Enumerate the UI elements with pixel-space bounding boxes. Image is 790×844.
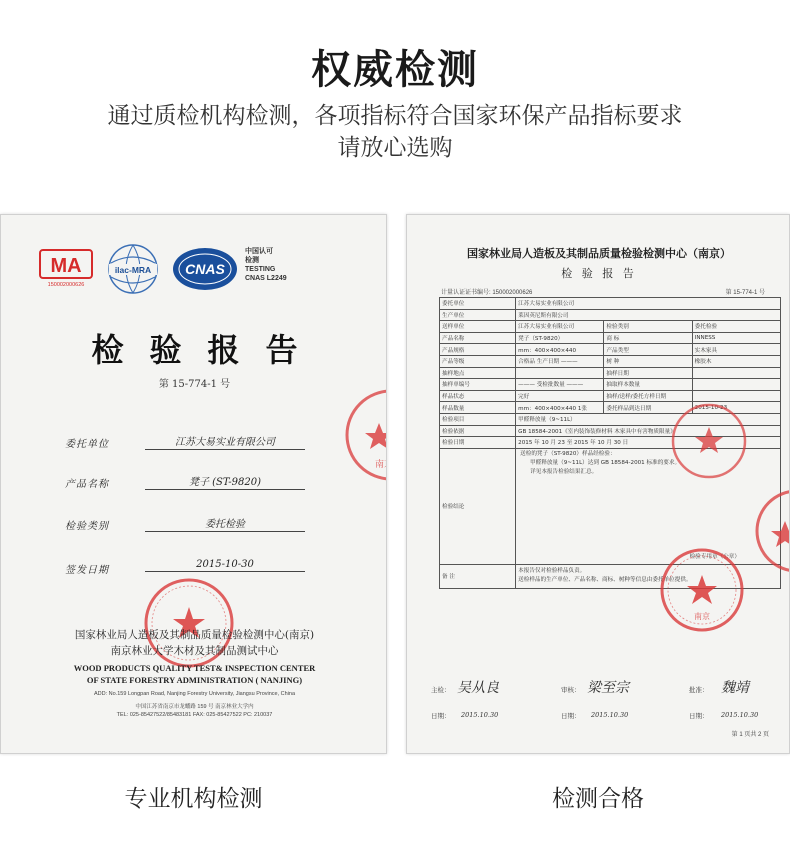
subtitle-line-2: 请放心选购 [337, 135, 453, 161]
note-label: 备 注 [440, 564, 516, 588]
cma-logo-text: MA [50, 255, 82, 277]
report-header: 国家林业局人造板及其制品质量检验检测中心（南京） [467, 247, 731, 260]
cma-logo-number: 150002000626 [47, 282, 85, 288]
table-cell-value: mm：400×400×440 [516, 344, 604, 356]
issuer-name-en-1: WOOD PRODUCTS QUALITY TEST& INSPECTION CENTER [73, 663, 316, 673]
table-row [440, 379, 781, 391]
table-cell-label: 抽样日期 [604, 367, 692, 379]
table-cell-value [692, 367, 780, 379]
table-cell-label: 检验类别 [604, 321, 692, 333]
table-cell-value: 合格品 生产日期 ——— [516, 355, 604, 367]
certificate-title: 检验报告 [91, 331, 324, 369]
table-row [440, 344, 781, 356]
date-label-1: 日期： [431, 712, 451, 720]
report-number: 第 15-774-1 号 [725, 290, 765, 296]
field-label: 检验类别 [65, 521, 109, 532]
table-row [440, 332, 781, 344]
table-row [440, 298, 781, 310]
cnas-accreditation-text [245, 247, 287, 283]
conclusion-sign: 检验专用章（公章） [689, 553, 740, 560]
table-cell-label: 检验项目 [440, 413, 516, 425]
table-cell-label: 抽样/送样/委托方样日期 [604, 390, 692, 402]
date-label-3: 日期： [689, 712, 709, 720]
conclusion-line: 详见本报告检验结果汇总。 [530, 468, 598, 475]
table-cell-label: 样品状态 [440, 390, 516, 402]
table-cell-value: ——— 受检批数量 ——— [516, 379, 604, 391]
sig-main-label: 主检： [431, 686, 451, 694]
table-cell-value [516, 367, 604, 379]
sig-review-label: 审核： [561, 686, 581, 694]
table-cell-value [692, 379, 780, 391]
sig-approve-name: 魏靖 [721, 680, 749, 696]
table-cell-label: 委托单位 [440, 298, 516, 310]
cnas-logo-icon [171, 245, 239, 293]
table-cell-label: 抽样单编号 [440, 379, 516, 391]
cma-logo-icon [39, 249, 93, 289]
caption-professional-testing: 专业机构检测 [124, 786, 263, 812]
sig-main-name: 吴从良 [457, 680, 499, 696]
table-cell-label: 产品类型 [604, 344, 692, 356]
table-row [440, 321, 781, 333]
field-label: 委托单位 [65, 439, 109, 450]
table-cell-value: 委托检验 [692, 321, 780, 333]
table-row [440, 309, 781, 321]
table-cell-value: 莱因英尼斯有限公司 [516, 309, 781, 321]
ilac-logo-text: ilac-MRA [114, 265, 152, 275]
report-cert-number: 计量认证证书编号: 150002000626 [441, 290, 533, 296]
conclusion-line: 甲醛释放量（9~11L）达到 GB 18584-2001 标准的要求。 [530, 459, 681, 466]
issuer-name-zh-1: 国家林业局人造板及其制品质量检验检测中心(南京) [74, 629, 315, 641]
sig-review-name: 梁至宗 [587, 680, 629, 696]
table-cell-label: 产品等级 [440, 355, 516, 367]
date-1: 2015.10.30 [461, 711, 499, 719]
field-value: 江苏大易实业有限公司 [145, 433, 305, 450]
issuer-address-en: ADD: No.159 Longpan Road, Nanjing Forestry University, Jiangsu Province, China [93, 691, 296, 697]
table-cell-label: 委托样品到达日期 [604, 402, 692, 414]
table-cell-label: 商 标 [604, 332, 692, 344]
field-value: 委托检验 [145, 515, 305, 532]
table-cell-label: 送样单位 [440, 321, 516, 333]
table-cell-label: 抽样地点 [440, 367, 516, 379]
issuer-name-zh-2: 南京林业大学木材及其制品测试中心 [110, 645, 279, 657]
subtitle-line-1: 通过质检机构检测，各项指标符合国家环保产品指标要求 [107, 103, 683, 129]
report-stamp-top-icon [669, 401, 749, 481]
table-cell-value: mm：400×400×440 1张 [516, 402, 604, 414]
note-line: 本报告仅对检验样品负责。 [518, 568, 586, 575]
certificate-cover-image [0, 214, 394, 754]
issuer-address-zh: 中国江苏省南京市龙蟠路 159 号 南京林业大学内 [135, 704, 254, 710]
field-value: 凳子 (ST-9820) [145, 473, 305, 490]
table-cell-value: 橡胶木 [692, 355, 780, 367]
cnas-line-2: 检测 [245, 257, 259, 264]
table-cell-value: 实木家具 [692, 344, 780, 356]
table-cell-label: 产品名称 [440, 332, 516, 344]
field-label: 产品名称 [65, 479, 109, 490]
report-edge-stamp-icon [753, 481, 790, 581]
conclusion-label: 检验结论 [440, 448, 516, 564]
report-stamp-icon [659, 547, 745, 633]
date-3: 2015.10.30 [721, 711, 759, 719]
table-cell-value: GB 18584-2001《室内装饰装修材料 木家具中有害物质限量》 [516, 425, 781, 437]
report-title: 检 验 报 告 [561, 267, 637, 280]
caption-test-passed: 检测合格 [552, 786, 644, 812]
report-page-number: 第 1 页共 2 页 [731, 732, 769, 738]
table-cell-value: 凳子（ST-9820） [516, 332, 604, 344]
table-cell-value: INNESS [692, 332, 780, 344]
table-cell-label: 检验日期 [440, 437, 516, 449]
table-cell-label: 检验依据 [440, 425, 516, 437]
accreditation-logos [39, 235, 359, 305]
field-label: 签发日期 [65, 565, 109, 576]
cnas-logo-text: CNAS [185, 261, 225, 277]
table-cell-label: 抽取样本数量 [604, 379, 692, 391]
cnas-line-3: TESTING [245, 266, 276, 273]
cnas-line-1: 中国认可 [245, 248, 273, 255]
table-row [440, 367, 781, 379]
table-cell-label: 产品规格 [440, 344, 516, 356]
issuer-contact: TEL: 025-85427522/85483181 FAX: 025-85427522 PC: 210037 [116, 712, 273, 718]
sig-approve-label: 批准： [689, 686, 709, 694]
issuer-name-en-2: OF STATE FORESTRY ADMINISTRATION ( NANJING) [86, 675, 303, 685]
certificate-number: 第 15-774-1 号 [158, 379, 231, 390]
cnas-line-4: CNAS L2249 [245, 275, 287, 282]
note-line: 送检样品的生产单位、产品名称、商标、树种等信息由委托单位提供。 [518, 577, 692, 584]
field-value: 2015-10-30 [145, 559, 305, 572]
table-cell-value: 江苏大易实业有限公司 [516, 298, 781, 310]
inspection-report-image [406, 214, 790, 754]
edge-stamp-icon [341, 385, 394, 485]
ilac-mra-logo-icon [105, 243, 161, 295]
date-2: 2015.10.30 [591, 711, 629, 719]
table-cell-label: 样品数量 [440, 402, 516, 414]
table-cell-label: 生产单位 [440, 309, 516, 321]
page-title: 权威检测 [311, 47, 479, 93]
table-cell-value: 完好 [516, 390, 604, 402]
report-stamp-text: 南京 [694, 612, 710, 621]
table-cell-label: 树 种 [604, 355, 692, 367]
table-cell-value: 2015-10-23 [692, 402, 780, 414]
table-cell-value: 2015 年 10 月 23 至 2015 年 10 月 30 日 [516, 437, 781, 449]
field-inspection-type [65, 515, 315, 533]
field-client [65, 433, 315, 451]
conclusion-line: 送检的凳子（ST-9820）样品经检验： [520, 450, 616, 457]
date-label-2: 日期： [561, 712, 581, 720]
page-subtitle [40, 100, 750, 164]
field-issue-date [65, 559, 315, 577]
table-cell-value: 甲醛释放量（9~11L） [516, 413, 781, 425]
table-cell-value: 江苏大易实业有限公司 [516, 321, 604, 333]
edge-stamp-text: 南京 [375, 460, 394, 470]
table-row [440, 355, 781, 367]
field-product-name [65, 473, 315, 491]
